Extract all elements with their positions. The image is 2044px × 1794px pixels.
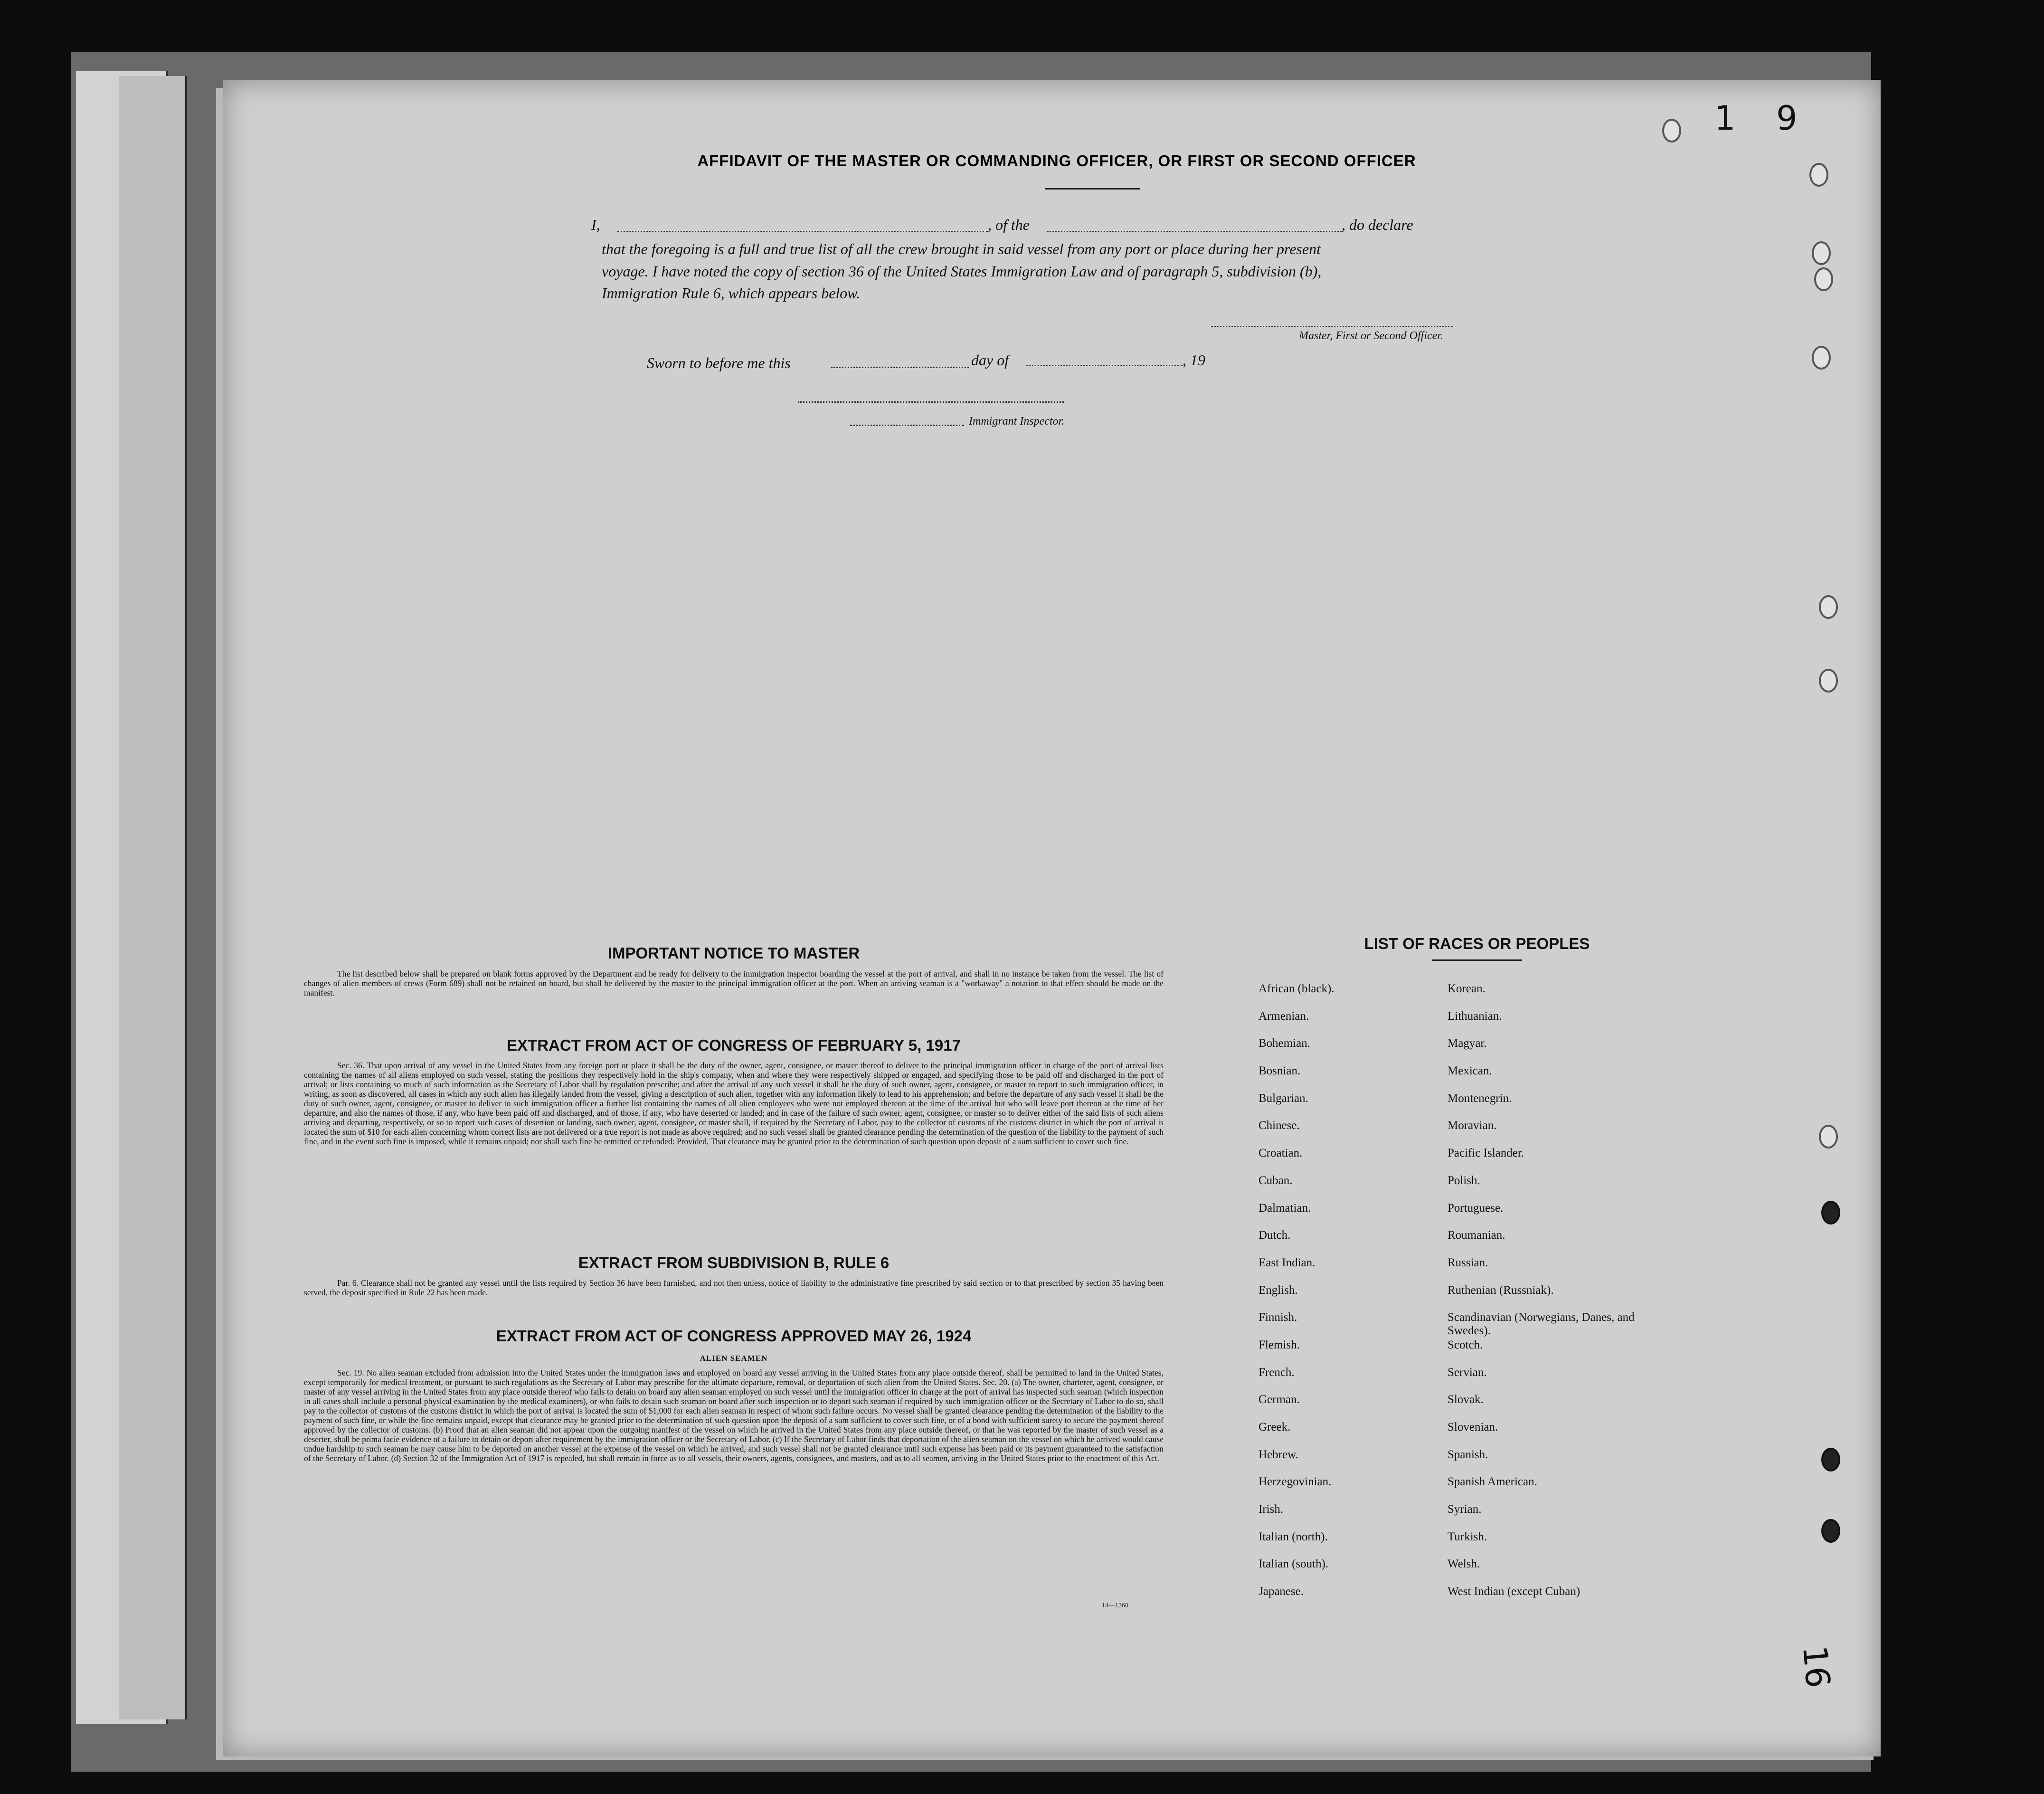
binder-hole	[1821, 1519, 1840, 1543]
binder-hole	[1819, 669, 1838, 693]
affidavit-line-1	[591, 216, 600, 234]
extract-1924-subtitle: ALIEN SEAMEN	[700, 1354, 768, 1363]
vessel-field-line	[1047, 231, 1342, 232]
master-signature-line	[1211, 326, 1453, 327]
race-entry: German.	[1259, 1393, 1300, 1406]
sworn-year: , 19	[1183, 351, 1205, 369]
race-entry: Greek.	[1259, 1421, 1291, 1433]
race-entry: West Indian (except Cuban)	[1448, 1585, 1580, 1598]
binder-hole	[1821, 1448, 1840, 1471]
race-entry: Irish.	[1259, 1503, 1284, 1516]
affidavit-line-4: Immigration Rule 6, which appears below.	[602, 285, 861, 302]
race-entry: Cuban.	[1259, 1174, 1293, 1187]
binder-hole	[1819, 595, 1838, 619]
race-entry: Montenegrin.	[1448, 1092, 1512, 1105]
affidavit-do-declare: , do declare	[1342, 216, 1413, 233]
notice-title: IMPORTANT NOTICE TO MASTER	[607, 944, 860, 962]
inspector-label: Immigrant Inspector.	[969, 415, 1065, 427]
binder-hole	[1814, 267, 1833, 291]
race-entry: Roumanian.	[1448, 1229, 1505, 1242]
race-entry: French.	[1259, 1366, 1295, 1379]
affidavit-i: I,	[591, 216, 600, 233]
races-title-rule	[1432, 959, 1522, 961]
sworn-day-line	[831, 367, 969, 368]
form-number: 14—1260	[1102, 1602, 1128, 1609]
race-entry: Flemish.	[1259, 1338, 1300, 1351]
race-entry: Bohemian.	[1259, 1037, 1311, 1050]
race-entry: Spanish American.	[1448, 1475, 1537, 1489]
races-title: LIST OF RACES OR PEOPLES	[1364, 935, 1590, 952]
binder-hole	[1812, 241, 1831, 265]
affidavit-line-3: voyage. I have noted the copy of section 36 of the United States Immigration Law and of paragraph 5, subdivision (b),	[602, 263, 1322, 280]
extract-1917-title: EXTRACT FROM ACT OF CONGRESS OF FEBRUARY 5, 1917	[507, 1036, 961, 1054]
sworn-day-of: day of	[971, 351, 1009, 369]
race-entry: Dutch.	[1259, 1229, 1291, 1242]
master-signature-label: Master, First or Second Officer.	[1299, 330, 1443, 342]
binder-hole	[1821, 1201, 1840, 1224]
binder-hole	[1812, 346, 1831, 370]
races-column-1	[1259, 982, 1439, 1613]
race-entry: Magyar.	[1448, 1037, 1487, 1050]
races-column-2	[1448, 982, 1637, 1613]
notice-text: The list described below shall be prepared on blank forms approved by the Department and be ready for delivery to the immigration inspector boarding the vessel at the port of arrival, and shall in no instance be taken from the vessel. The list of changes of alien members of crews (Form 689) shall not be retained on board, but shall be delivered by the master to the principal immigration officer at the port. When an arriving seaman is a "workaway" a notation to that effect should be made on the manifest.	[304, 969, 1164, 997]
race-entry: Herzegovinian.	[1259, 1475, 1332, 1489]
race-entry: Slovak.	[1448, 1393, 1484, 1406]
extract-1924-text: Sec. 19. No alien seaman excluded from admission into the United States under the immigration laws and employed on board any vessel arriving in the United States from any place outside thereof, shall be permitted to land in the United States, except temporarily for medical treatment, or pursuant to such regulations as the Secretary of Labor may prescribe for the ultimate departure, removal, or deportation of such alien from the United States. Sec. 20. (a) The owner, charterer, agent, consignee, or master of any vessel arriving in the United States from any place outside thereof who fails to detain on board any alien seaman employed on such vessel until the immigration officer in charge at the port of arrival has inspected such seaman (which inspection in all cases shall include a personal physical examination by the medical examiners), or who fails to detain such seaman on board after such inspection or to deport such seaman if required by such immigration officer or the Secretary of Labor to do so, shall pay to the collector of customs of the customs district in which the port of arrival is located the sum of $1,000 for each alien seaman in respect of whom such failure occurs. No vessel shall be granted clearance pending the determination of the liability to the payment of such fine, or while the fine remains unpaid, except that clearance may be granted prior to the determination of such question upon the deposit of a sum sufficient to cover such fine, or of a bond with sufficient surety to secure the payment thereof approved by the collector of customs. (b) Proof that an alien seaman did not appear upon the outgoing manifest of the vessel on which he arrived in the United States from any place outside thereof, or that he was reported by the master of such vessel as a deserter, shall be prima facie evidence of a failure to detain or deport after requirement by the immigration officer or the Secretary of Labor. (c) If the Secretary of Labor finds that deportation of the alien seaman on the vessel on which he arrived would cause undue hardship to such seaman he may cause him to be deported on another vessel at the expense of the vessel on which he arrived, and such vessel shall not be granted clearance until such expense has been paid or its payment guaranteed to the satisfaction of the Secretary of Labor. (d) Section 32 of the Immigration Act of 1917 is repealed, but shall remain in force as to all vessels, their owners, agents, consignees, and masters, and as to all seamen, arriving in the United States prior to the enactment of this Act.	[304, 1368, 1164, 1463]
race-entry: Hebrew.	[1259, 1448, 1298, 1461]
handwritten-number: 1	[1714, 99, 1736, 138]
race-entry: Mexican.	[1448, 1064, 1492, 1078]
handwritten-page-number: 16	[1795, 1644, 1838, 1690]
race-entry: Bosnian.	[1259, 1064, 1301, 1078]
race-entry: Portuguese.	[1448, 1201, 1504, 1215]
race-entry: Ruthenian (Russniak).	[1448, 1283, 1554, 1297]
race-entry: Japanese.	[1259, 1585, 1304, 1598]
race-entry: Finnish.	[1259, 1311, 1297, 1324]
race-entry: Turkish.	[1448, 1530, 1487, 1543]
race-entry: Bulgarian.	[1259, 1092, 1308, 1105]
race-entry: Scandinavian (Norwegians, Danes, and Swedes).	[1448, 1311, 1635, 1338]
binder-hole	[1809, 163, 1828, 187]
race-entry: Polish.	[1448, 1174, 1480, 1187]
inspector-dotted-lead	[850, 425, 964, 426]
race-entry: Spanish.	[1448, 1448, 1488, 1461]
race-entry: Russian.	[1448, 1256, 1488, 1269]
sworn-text: Sworn to before me this	[647, 354, 791, 371]
binder-hole	[1819, 1125, 1838, 1149]
race-entry: Pacific Islander.	[1448, 1147, 1524, 1160]
race-entry: Italian (south).	[1259, 1557, 1329, 1571]
binder-hole	[1662, 119, 1681, 142]
race-entry: Moravian.	[1448, 1119, 1497, 1132]
race-entry: African (black).	[1259, 982, 1334, 995]
sworn-month-line	[1026, 365, 1183, 366]
race-entry: Servian.	[1448, 1366, 1487, 1379]
race-entry: Slovenian.	[1448, 1421, 1498, 1433]
affidavit-title: AFFIDAVIT OF THE MASTER OR COMMANDING OFFICER, OR FIRST OR SECOND OFFICER	[697, 152, 1416, 170]
race-entry: Croatian.	[1259, 1147, 1303, 1160]
race-entry: Korean.	[1448, 982, 1486, 995]
race-entry: East Indian.	[1259, 1256, 1315, 1269]
rule6-text: Par. 6. Clearance shall not be granted any vessel until the lists required by Section 36 have been furnished, and not then unless, notice of liability to the administrative fine prescribed by said section or to that prescribed by section 35 having been served, the deposit specified in Rule 22 has been made.	[304, 1278, 1164, 1297]
race-entry: Welsh.	[1448, 1557, 1480, 1571]
handwritten-number: 9	[1776, 99, 1798, 138]
race-entry: Lithuanian.	[1448, 1009, 1502, 1023]
extract-1917-text: Sec. 36. That upon arrival of any vessel in the United States from any foreign port or place it shall be the duty of the owner, agent, consignee, or master thereof to deliver to the principal immigration officer in charge of the port of arrival lists containing the names of all aliens employed on such vessel, stating the positions they respectively hold in the ship's company, when and where they were respectively shipped or engaged, and specifying those to be paid off and discharged in the port of arrival; or lists containing so much of such information as the Secretary of Labor shall by regulation prescribe; and after the arrival of any such vessel it shall be the duty of such owner, agent, consignee, or master to report to such immigration officer, in writing, as soon as discovered, all cases in which any such alien has illegally landed from the vessel, giving a description of such alien, together with any information likely to lead to his apprehension; and before the departure of any such vessel it shall be the duty of such owner, agent, consignee, or master to deliver to such immigration officer a further list containing the names of all alien employees who were not employed thereon at the time of the arrival but who will leave port thereon at the time of her departure, and also the names of those, if any, who have been paid off and discharged, and of those, if any, who have deserted or landed; and in case of the failure of such owner, agent, consignee, or master so to deliver either of the said lists of such aliens arriving and departing, respectively, or so to report such cases of desertion or landing, such owner, agent, consignee, or master shall, if required by the Secretary of Labor, pay to the collector of customs of the customs district in which the port of arrival is located the sum of $10 for each alien concerning whom correct lists are not delivered or a true report is not made as above required; and no such vessel shall be granted clearance pending the determination of the question of the liability to the payment of such fine, and in the event such fine is imposed, while it remains unpaid; nor shall such fine be remitted or refunded: Provided, That clearance may be granted prior to the determination of such question upon deposit of a sum sufficient to cover such fine.	[304, 1061, 1164, 1146]
inspector-signature-line	[798, 401, 1064, 403]
name-field-line	[617, 231, 988, 232]
underlying-page-left-2	[119, 76, 187, 1719]
race-entry: Syrian.	[1448, 1503, 1482, 1516]
rule6-title: EXTRACT FROM SUBDIVISION B, RULE 6	[578, 1254, 890, 1272]
race-entry: Armenian.	[1259, 1009, 1309, 1023]
title-rule	[1045, 188, 1140, 190]
extract-1924-title: EXTRACT FROM ACT OF CONGRESS APPROVED MAY 26, 1924	[496, 1327, 972, 1345]
document-page	[223, 80, 1881, 1756]
affidavit-of-the: , of the	[988, 216, 1030, 233]
affidavit-line-2: that the foregoing is a full and true list of all the crew brought in said vessel from any port or place during her present	[602, 240, 1321, 257]
race-entry: Dalmatian.	[1259, 1201, 1311, 1215]
race-entry: Scotch.	[1448, 1338, 1483, 1351]
race-entry: English.	[1259, 1283, 1298, 1297]
race-entry: Chinese.	[1259, 1119, 1300, 1132]
race-entry: Italian (north).	[1259, 1530, 1328, 1543]
